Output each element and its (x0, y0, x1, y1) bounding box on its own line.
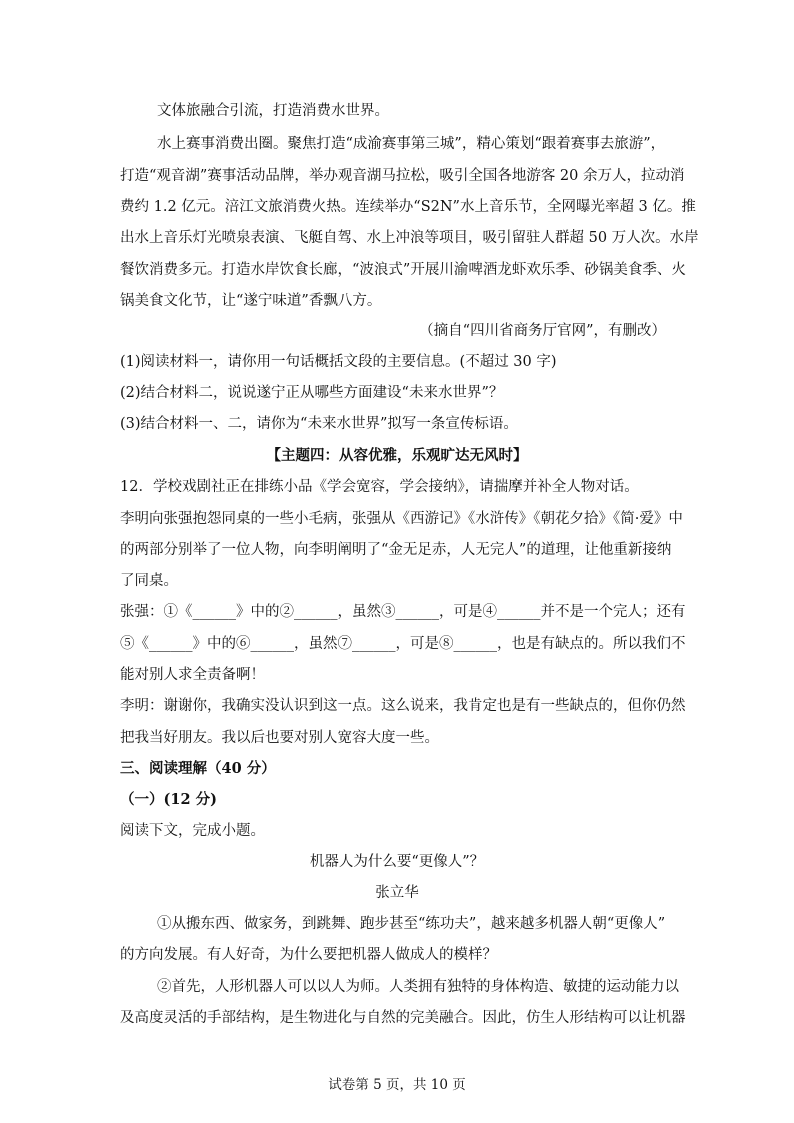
text-line: 水上赛事消费出圈。聚焦打造“成渝赛事第三城”，精心策划“跟着赛事去旅游”， (157, 136, 666, 152)
dialogue-line: 把我当好朋友。我以后也要对别人宽容大度一些。 (120, 730, 439, 746)
paragraph-line: 的方向发展。有人好奇，为什么要把机器人做成人的模样？ (120, 947, 497, 963)
instruction: 阅读下文，完成小题。 (120, 823, 265, 839)
source-citation: （摘自“四川省商务厅官网”，有删改） (419, 323, 666, 339)
subsection-heading: （一）(12 分) (120, 791, 217, 808)
paragraph-line: ②首先，人形机器人可以以人为师。人类拥有独特的身体构造、敏捷的运动能力以 (157, 979, 679, 995)
dialogue-fill-blank: ⑤《______》中的⑥______，虽然⑦______，可是⑧______，也是有缺点的。所以我们不 (120, 636, 686, 652)
question-item: (1)阅读材料一，请你用一句话概括文段的主要信息。(不超过 30 字) (120, 354, 557, 370)
text-line: 的两部分别举了一位人物，向李明阐明了“金无足赤，人无完人”的道理，让他重新接纳 (120, 542, 672, 558)
section-theme-heading: 【主题四：从容优雅，乐观旷达无风时】 (266, 447, 528, 464)
question-item: (2)结合材料二，说说遂宁正从哪些方面建设“未来水世界”？ (120, 385, 504, 401)
text-line: 餐饮消费多元。打造水岸饮食长廊，“波浪式”开展川渝啤酒龙虾欢乐季、砂锅美食季、火 (120, 262, 686, 278)
text-line: 锅美食文化节，让“遂宁味道”香飘八方。 (120, 293, 382, 309)
text-line: 文体旅融合引流，打造消费水世界。 (157, 103, 389, 119)
text-line: 出水上音乐灯光喷泉表演、飞艇自驾、水上冲浪等项目，吸引留驻人群超 50 万人次。水岸 (120, 230, 699, 246)
paragraph-line: 及高度灵活的手部结构，是生物进化与自然的完美融合。因此，仿生人形结构可以让机器 (120, 1010, 686, 1026)
text-line: 打造“观音湖”赛事活动品牌，举办观音湖马拉松，吸引全国各地游客 20 余万人，拉动消 (120, 168, 685, 184)
text-line: 费约 1.2 亿元。涪江文旅消费火热。连续举办“S2N”水上音乐节，全网曝光率超 3 亿。推 (120, 199, 696, 215)
question-item: (3)结合材料一、二，请你为“未来水世界”拟写一条宣传标语。 (120, 416, 518, 432)
text-line: 李明向张强抱怨同桌的一些小毛病，张强从《西游记》《水浒传》《朝花夕拾》《简·爱》中 (120, 511, 683, 527)
text-line: 了同桌。 (120, 573, 178, 589)
text-line: 能对别人求全责备啊！ (120, 667, 265, 683)
article-title: 机器人为什么要“更像人”？ (309, 854, 485, 870)
dialogue-fill-blank: 张强：①《______》中的②______，虽然③______，可是④______并不是一个完人；还有 (120, 604, 686, 620)
article-author: 张立华 (375, 885, 419, 901)
section-heading: 三、阅读理解（40 分） (120, 760, 276, 777)
question-12: 12．学校戏剧社正在排练小品《学会宽容，学会接纳》，请揣摩并补全人物对话。 (120, 479, 639, 495)
paragraph-line: ①从搬东西、做家务，到跳舞、跑步甚至“练功夫”，越来越多机器人朝“更像人” (157, 916, 666, 932)
dialogue-line: 李明：谢谢你，我确实没认识到这一点。这么说来，我肯定也是有一些缺点的，但你仍然 (120, 698, 686, 714)
page-footer: 试卷第 5 页，共 10 页 (328, 1077, 466, 1093)
